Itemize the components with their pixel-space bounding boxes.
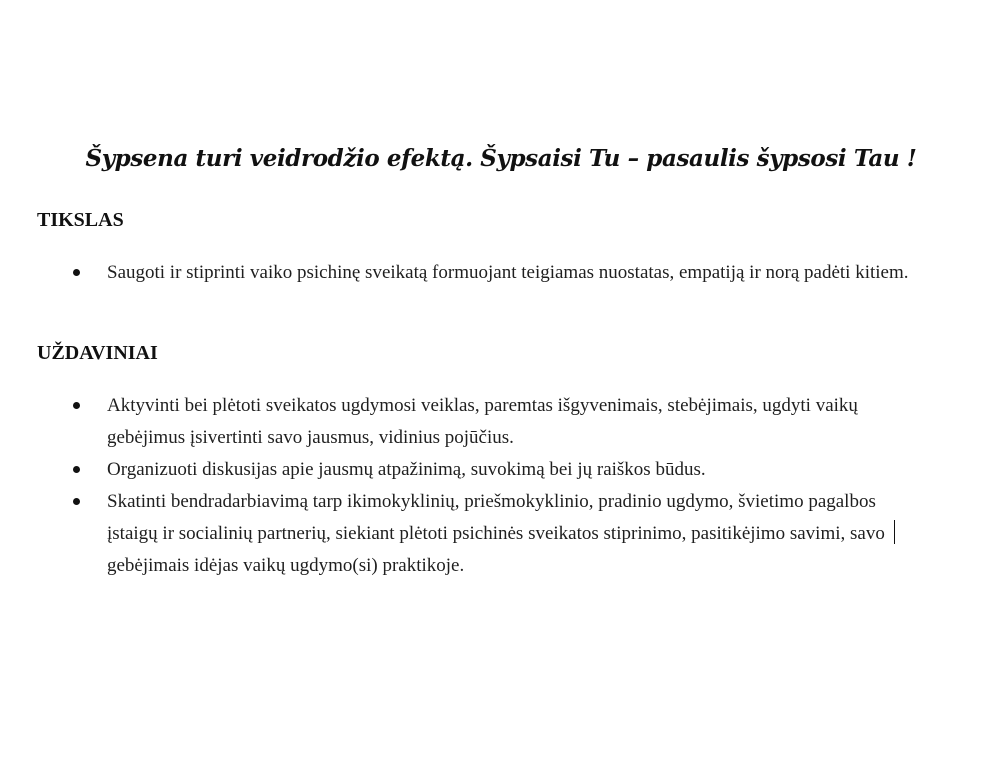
- motto-heading: Šypsena turi veidrodžio efektą. Šypsaisi Tu – pasaulis šypsosi Tau !: [85, 145, 917, 172]
- task-item-text: Aktyvinti bei plėtoti sveikatos ugdymosi veiklas, paremtas išgyvenimais, stebėjimais, ugdyti vaikų gebėjimus įsivertinti savo jausmus, vidinius pojūčius.: [107, 395, 858, 448]
- bullet-icon: [73, 269, 80, 276]
- task-item-text: Organizuoti diskusijas apie jausmų atpažinimą, suvokimą bei jų raiškos būdus.: [107, 459, 706, 480]
- goal-item: [0, 257, 1002, 289]
- task-item: [0, 454, 1002, 486]
- goal-heading: TIKSLAS: [37, 209, 124, 231]
- tasks-heading: UŽDAVINIAI: [37, 342, 158, 364]
- task-item: [0, 390, 1002, 454]
- tasks-list: [0, 390, 1002, 582]
- bullet-icon: [73, 498, 80, 505]
- text-cursor: [894, 520, 895, 544]
- task-item-text: Skatinti bendradarbiavimą tarp ikimokyklinių, priešmokyklinio, pradinio ugdymo, švietimo pagalbos įstaigų ir socialinių partnerių, siekiant plėtoti psichinės sveikatos stiprinimo, pasitikėjimo savimi, savo gebėjimais idėjas vaikų ugdymo(si) praktikoje.: [107, 491, 885, 576]
- goal-item-text: Saugoti ir stiprinti vaiko psichinę sveikatą formuojant teigiamas nuostatas, empatiją ir norą padėti kitiem.: [107, 262, 909, 283]
- goal-list: [0, 257, 1002, 289]
- bullet-icon: [73, 466, 80, 473]
- bullet-icon: [73, 402, 80, 409]
- task-item: [0, 486, 1002, 582]
